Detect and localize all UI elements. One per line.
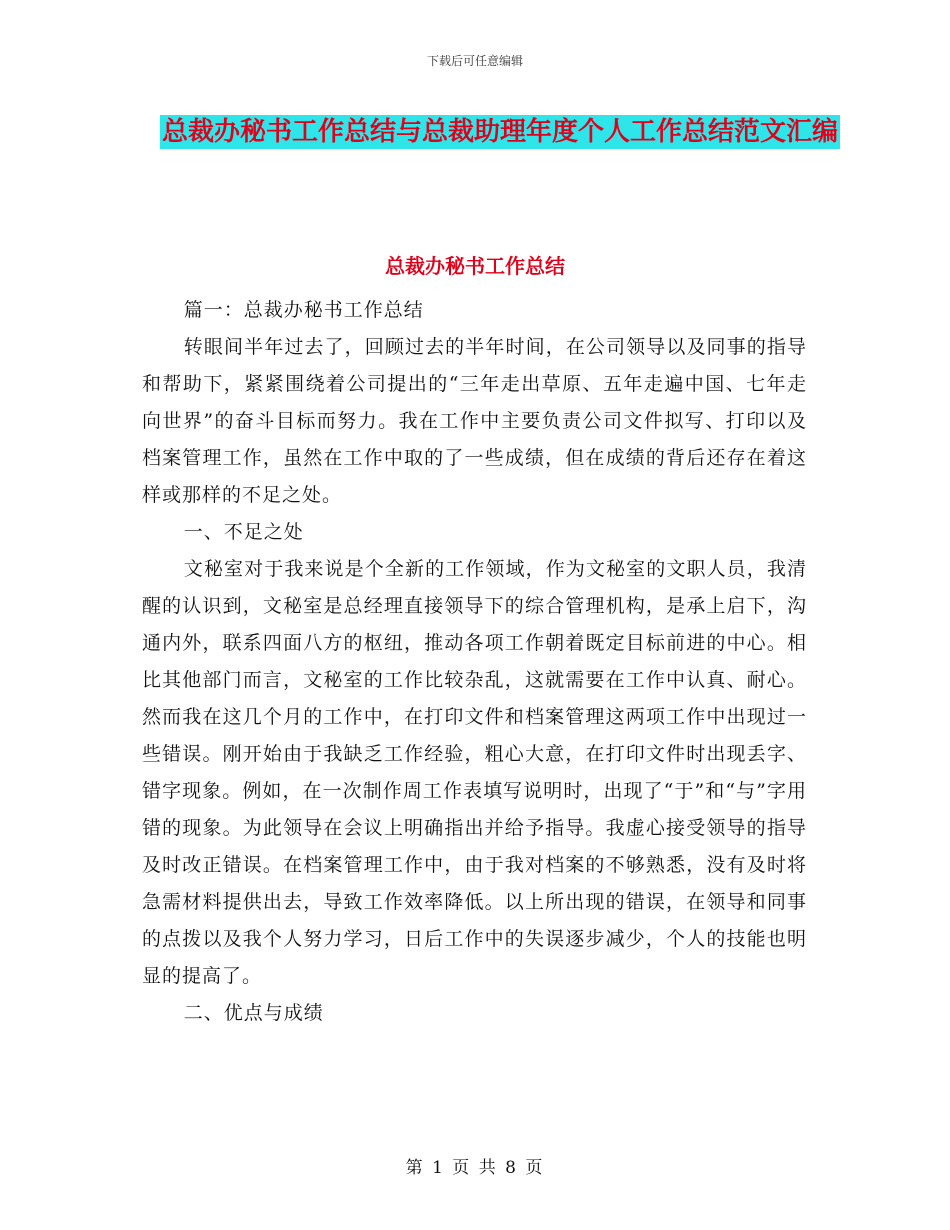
page-number: 第 1 页 共 8 页 bbox=[405, 1158, 545, 1178]
header-note: 下载后可任意编辑 bbox=[426, 54, 523, 68]
section-title: 总裁办秘书工作总结 bbox=[385, 254, 565, 278]
paragraph-intro: 转眼间半年过去了，回顾过去的半年时间，在公司领导以及同事的指导和帮助下，紧紧围绕着公司提出的“三年走出草原、五年走遍中国、七年走向世界”的奋斗目标而努力。我在工作中主要负责公司文件拟写、打印以及档案管理工作，虽然在工作中取的了一些成绩，但在成绩的背后还存在着这样或那样的不足之处。 bbox=[142, 336, 807, 506]
paragraph-shortcomings: 文秘室对于我来说是个全新的工作领域，作为文秘室的文职人员，我清醒的认识到，文秘室是总经理直接领导下的综合管理机构，是承上启下，沟通内外，联系四面八方的枢纽，推动各项工作朝着既定目标前进的中心。相比其他部门而言，文秘室的工作比较杂乱，这就需要在工作中认真、耐心。然而我在这几个月的工作中，在打印文件和档案管理这两项工作中出现过一些错误。刚开始由于我缺乏工作经验，粗心大意，在打印文件时出现丢字、错字现象。例如，在一次制作周工作表填写说明时，出现了“于”和“与”字用错的现象。为此领导在会议上明确指出并给予指导。我虚心接受领导的指导及时改正错误。在档案管理工作中，由于我对档案的不够熟悉，没有及时将急需材料提供出去，导致工作效率降低。以上所出现的错误，在领导和同事的点拨以及我个人努力学习，日后工作中的失误逐步减少，个人的技能也明显的提高了。 bbox=[142, 558, 807, 987]
paragraph-heading-shortcomings: 一、不足之处 bbox=[183, 521, 304, 543]
document-body bbox=[142, 292, 807, 1032]
paragraph-heading-strengths: 二、优点与成绩 bbox=[183, 1002, 324, 1024]
document-title bbox=[150, 108, 850, 156]
paragraph-chapter-heading: 篇一：总裁办秘书工作总结 bbox=[183, 299, 424, 321]
document-title-text: 总裁办秘书工作总结与总裁助理年度个人工作总结范文汇编 bbox=[161, 117, 838, 147]
